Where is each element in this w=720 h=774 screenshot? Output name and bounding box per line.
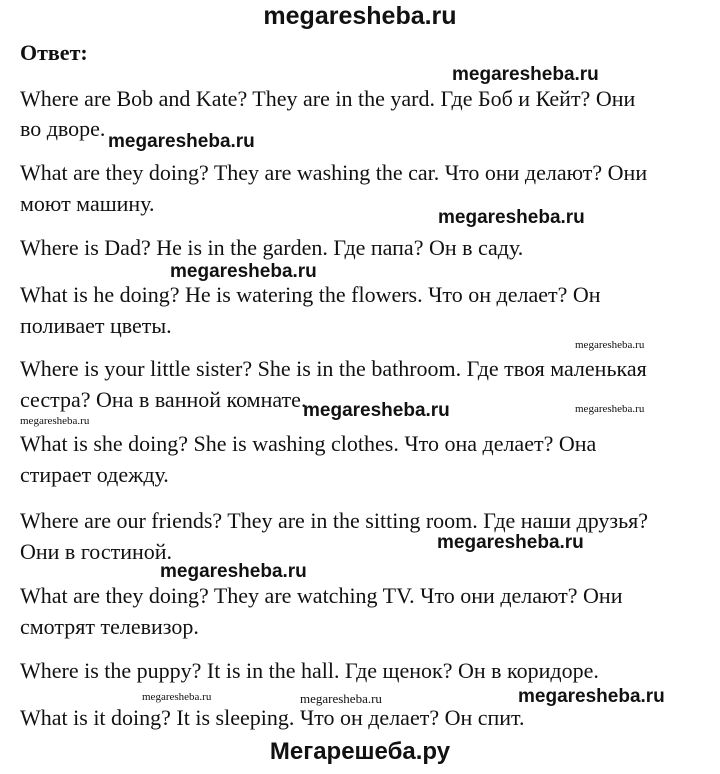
text-line: What are they doing? They are washing the car. Что они делают? Они bbox=[20, 160, 648, 185]
watermark: megaresheba.ru bbox=[160, 561, 307, 582]
text-line: моют машину. bbox=[20, 191, 155, 216]
text-line: поливает цветы. bbox=[20, 313, 172, 338]
text-line: Where is Dad? He is in the garden. Где папа? Он в саду. bbox=[20, 235, 524, 260]
text-line: Where is the puppy? It is in the hall. Где щенок? Он в коридоре. bbox=[20, 658, 599, 683]
text-line: во дворе. bbox=[20, 116, 106, 141]
watermark: megaresheba.ru bbox=[575, 403, 645, 415]
watermark: megaresheba.ru bbox=[300, 691, 382, 706]
site-header: megaresheba.ru bbox=[263, 2, 457, 30]
watermark: megaresheba.ru bbox=[108, 131, 255, 152]
text-line: What are they doing? They are watching TV. Что они делают? Они bbox=[20, 583, 623, 608]
watermark: megaresheba.ru bbox=[518, 686, 665, 707]
answer-label: Ответ: bbox=[20, 40, 88, 65]
watermark: megaresheba.ru bbox=[20, 415, 90, 427]
text-line: What is it doing? It is sleeping. Что он делает? Он спит. bbox=[20, 705, 525, 730]
watermark: megaresheba.ru bbox=[575, 339, 645, 351]
watermark: megaresheba.ru bbox=[437, 532, 584, 553]
text-line: What is she doing? She is washing clothes. Что она делает? Она bbox=[20, 431, 597, 456]
text-line: Where is your little sister? She is in the bathroom. Где твоя маленькая bbox=[20, 356, 647, 381]
text-line: What is he doing? He is watering the flowers. Что он делает? Он bbox=[20, 282, 601, 307]
watermark: megaresheba.ru bbox=[452, 64, 599, 85]
watermark: megaresheba.ru bbox=[142, 691, 212, 703]
text-line: Where are our friends? They are in the sitting room. Где наши друзья? bbox=[20, 508, 649, 533]
text-line: стирает одежду. bbox=[20, 462, 169, 487]
text-line: Они в гостиной. bbox=[20, 539, 173, 564]
watermark: megaresheba.ru bbox=[170, 261, 317, 282]
text-line: смотрят телевизор. bbox=[20, 614, 199, 639]
text-line: Where are Bob and Kate? They are in the yard. Где Боб и Кейт? Они bbox=[20, 86, 636, 111]
site-footer: Мегарешеба.ру bbox=[269, 738, 451, 765]
text-line: сестра? Она в ванной комнате. bbox=[20, 387, 307, 412]
watermark: megaresheba.ru bbox=[303, 400, 450, 421]
watermark: megaresheba.ru bbox=[438, 207, 585, 228]
